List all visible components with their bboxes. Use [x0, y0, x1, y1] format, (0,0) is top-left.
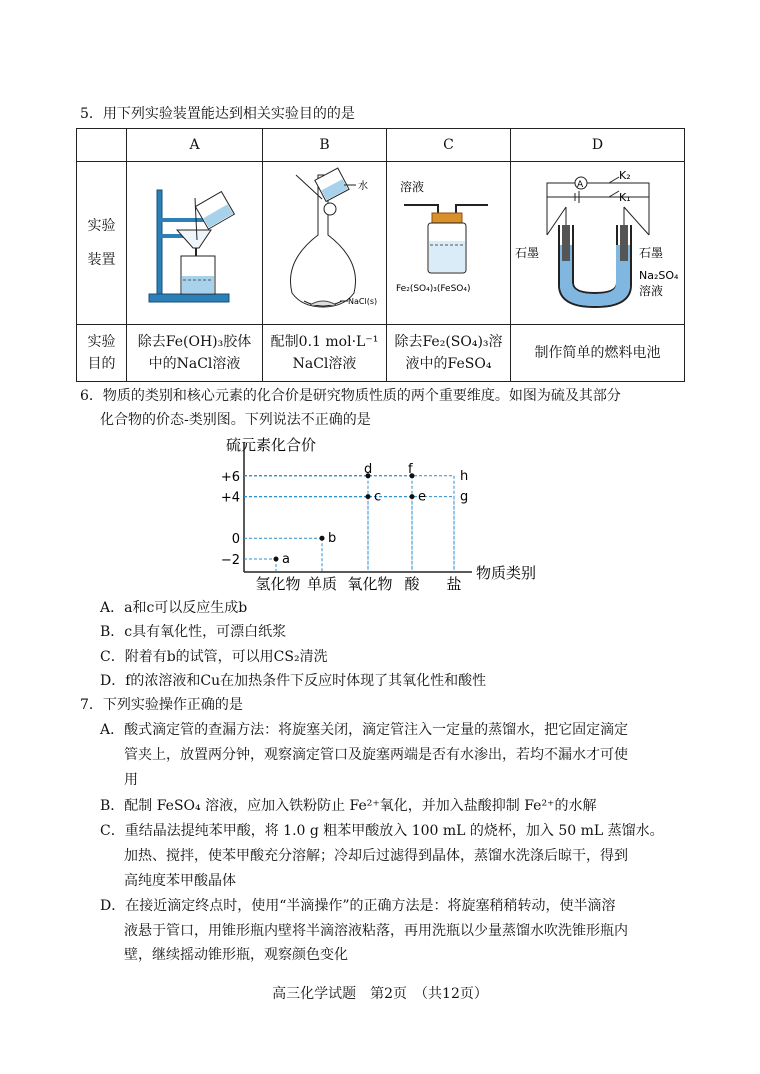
header-b: B [263, 129, 387, 162]
y-tick-label: +6 [220, 469, 240, 485]
filtration-apparatus-figure [135, 170, 255, 310]
point-label: d [364, 461, 373, 477]
x-axis-label: 物质类别 [476, 564, 537, 582]
reagent-label: Fe₂(SO₄)₃(FeSO₄) [395, 283, 471, 294]
label-line: 装置 [87, 252, 116, 268]
purpose-a [127, 325, 263, 382]
ammeter-label: A [576, 179, 583, 190]
u-tube-cell-figure [513, 165, 683, 315]
x-tick-label: 单质 [306, 575, 338, 592]
x-tick-label: 盐 [446, 575, 462, 592]
q7-option-c-line2: 加热、搅拌，使苯甲酸充分溶解；冷却后过滤得到晶体，蒸馏水洗涤后晾干，得到 [124, 848, 628, 864]
volumetric-flask-figure [270, 165, 380, 315]
graphite-right-label: 石墨 [638, 245, 663, 260]
q7-option-a-line1: A．酸式滴定管的查漏方法：将旋塞关闭，滴定管注入一定量的蒸馏水，把它固定滴定 [100, 722, 629, 738]
purpose-c [387, 325, 511, 382]
solution-label: 溶液 [399, 179, 424, 194]
x-tick-label: 氧化物 [347, 575, 393, 592]
data-point [274, 557, 279, 562]
q7-option-b: B．配制 FeSO₄ 溶液，应加入铁粉防止 Fe²⁺氧化，并加入盐酸抑制 Fe²⁺的水解 [100, 798, 597, 814]
row-label-purpose [77, 325, 127, 382]
apparatus-a [127, 162, 263, 325]
x-tick-label: 氢化物 [255, 575, 301, 592]
q7-option-c-line1: C．重结晶法提纯苯甲酸，将 1.0 g 粗苯甲酸放入 100 mL 的烧杯，加入 50 mL 蒸馏水。 [100, 823, 664, 839]
purpose-line: 除去Fe(OH)₃胶体 [137, 334, 252, 350]
label-line: 目的 [87, 356, 116, 372]
q7-option-d-line2: 液悬于管口，用锥形瓶内壁将半滴溶液粘落，再用洗瓶以少量蒸馏水吹洗锥形瓶内 [124, 923, 628, 939]
na2so4-label: Na₂SO₄ [638, 268, 678, 282]
header-blank [77, 129, 127, 162]
solution-d-label: 溶液 [638, 283, 663, 298]
point-label: c [374, 489, 382, 505]
apparatus-c [387, 162, 511, 325]
apparatus-d [511, 162, 685, 325]
q6-option-b: B．c具有氧化性，可漂白纸浆 [100, 624, 287, 640]
q6-title-line2: 化合物的价态-类别图。下列说法不正确的是 [100, 412, 371, 428]
water-label: 水 [357, 180, 368, 192]
y-axis-label: 硫元素化合价 [226, 436, 317, 454]
q6-option-c: C．附着有b的试管，可以用CS₂清洗 [100, 649, 328, 665]
gas-washing-bottle-figure [394, 175, 504, 305]
label-line: 实验 [87, 218, 116, 234]
x-tick-label: 酸 [404, 575, 420, 592]
q6-title-line1: 6．物质的类别和核心元素的化合价是研究物质性质的两个重要维度。如图为硫及其部分 [80, 388, 621, 404]
data-point [366, 494, 371, 499]
data-point [410, 494, 415, 499]
row-label-apparatus [77, 162, 127, 325]
point-label: e [418, 489, 426, 505]
page-footer: 高三化学试题 第2页 （共12页） [272, 986, 488, 1002]
nacl-label: NaCl(s) [347, 296, 377, 306]
data-point [320, 536, 325, 541]
q5-title: 5．用下列实验装置能达到相关实验目的的是 [80, 106, 355, 122]
q7-option-d-line3: 壁，继续摇动锥形瓶，观察颜色变化 [124, 947, 348, 963]
purpose-line: 中的NaCl溶液 [148, 356, 241, 372]
label-line: 实验 [87, 334, 116, 350]
graphite-left-label: 石墨 [514, 245, 539, 260]
apparatus-b [263, 162, 387, 325]
q7-option-a-line3: 用 [124, 772, 138, 788]
point-label: h [460, 468, 469, 484]
point-label: g [460, 489, 469, 505]
q6-option-d: D．f的浓溶液和Cu在加热条件下反应时体现了其氧化性和酸性 [100, 673, 487, 689]
q7-option-a-line2: 管夹上，放置两分钟，观察滴定管口及旋塞两端是否有水渗出，若均不漏水才可使 [124, 747, 628, 763]
purpose-line: 制作简单的燃料电池 [534, 345, 661, 361]
q7-title: 7．下列实验操作正确的是 [80, 697, 243, 713]
point-label: a [282, 552, 290, 567]
purpose-d [511, 325, 685, 382]
switch-k2-label: K₂ [618, 168, 631, 182]
valence-category-chart [210, 432, 570, 592]
purpose-line: 液中的FeSO₄ [405, 356, 492, 372]
header-d: D [511, 129, 685, 162]
purpose-line: 除去Fe₂(SO₄)₃溶 [394, 334, 503, 350]
purpose-line: NaCl溶液 [292, 356, 357, 372]
switch-k1-label: K₁ [618, 190, 631, 204]
point-label: f [408, 461, 413, 477]
y-tick-label: −2 [220, 553, 240, 568]
q7-option-c-line3: 高纯度苯甲酸晶体 [124, 873, 236, 889]
point-label: b [328, 531, 337, 547]
q5-table [76, 128, 685, 382]
q6-option-a: A．a和c可以反应生成b [100, 600, 248, 616]
purpose-line: 配制0.1 mol·L⁻¹ [270, 334, 379, 350]
y-tick-label: 0 [231, 532, 240, 548]
header-c: C [387, 129, 511, 162]
purpose-b [263, 325, 387, 382]
y-tick-label: +4 [220, 490, 240, 506]
header-a: A [127, 129, 263, 162]
q7-option-d-line1: D．在接近滴定终点时，使用“半滴操作”的正确方法是：将旋塞稍稍转动，使半滴溶 [100, 898, 616, 914]
